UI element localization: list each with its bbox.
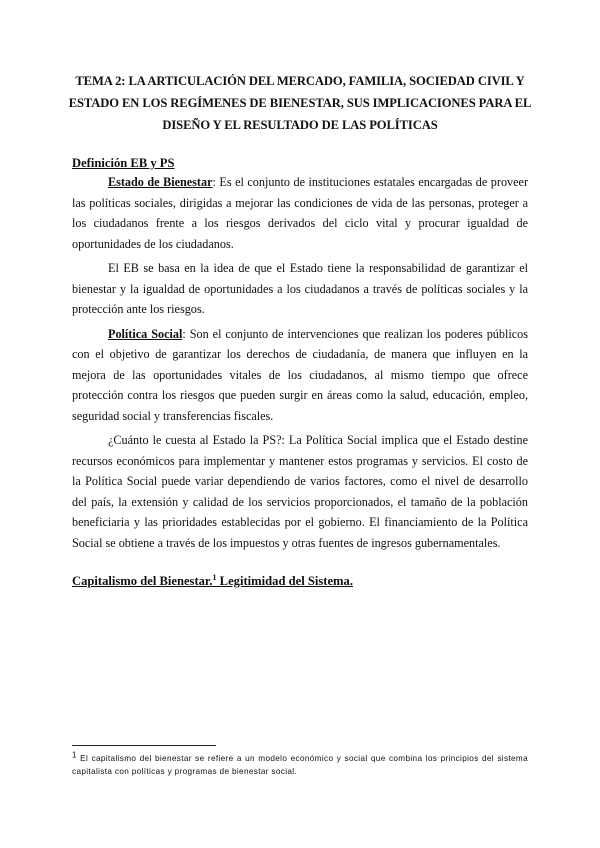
footnote-marker: 1 (72, 750, 77, 760)
document-title: TEMA 2: LA ARTICULACIÓN DEL MERCADO, FAMILIA, SOCIEDAD CIVIL Y ESTADO EN LOS REGÍMENES DE BIENESTAR, SUS IMPLICACIONES PARA EL DISEÑO Y EL RESULTADO DE LAS POLÍTICAS (68, 74, 532, 132)
paragraph-text: El EB se basa en la idea de que el Estado tiene la responsabilidad de garantizar el bienestar y la igualdad de oportunidades a los ciudadanos a través de políticas sociales y la protección ante los riesgos. (72, 261, 528, 316)
paragraph-text: : Son el conjunto de intervenciones que realizan los poderes públicos con el objetivo de garantizar los derechos de ciudadanía, de manera que influyen en la mejora de las oportunidades vitales de los ciudadanos, al mismo tiempo que ofrece protección contra los riesgos que pueden surgir en áreas como la salud, educación, empleo, seguridad social y transferencias fiscales. (72, 326, 528, 423)
paragraph-politica-social (72, 324, 528, 427)
footnote-text: El capitalismo del bienestar se refiere a un modelo económico y social que combina los principios del sistema capitalista con políticas y programas de bienestar social. (72, 754, 528, 776)
section-heading-capitalismo (72, 574, 353, 589)
paragraph-text: ¿Cuánto le cuesta al Estado la PS?: La Política Social implica que el Estado destine recursos económicos para implementar y mantener estos programas y servicios. El costo de la Política Social puede variar dependiendo de varios factores, como el nivel de desarrollo del país, la extensión y calidad de los servicios proporcionados, el tamaño de la población beneficiaria y las prioridades establecidas por el gobierno. El financiamiento de la Política Social se obtiene a través de los impuestos y otras fuentes de ingresos gubernamentales. (72, 433, 528, 550)
paragraph-costo-ps (72, 430, 528, 553)
footnote-reference[interactable]: 1 (212, 572, 217, 582)
paragraph-estado-bienestar (72, 172, 528, 254)
section-heading-definicion: Definición EB y PS (72, 156, 175, 170)
term-estado-bienestar: Estado de Bienestar (108, 175, 213, 189)
heading-part: Capitalismo del Bienestar. (72, 574, 213, 588)
footnote (72, 752, 528, 778)
section-body-definicion (72, 172, 528, 553)
footnote-separator (72, 745, 216, 746)
term-politica-social: Política Social (108, 326, 183, 341)
heading-part: Legitimidad del Sistema. (216, 574, 353, 588)
paragraph-eb-idea (72, 258, 528, 320)
paragraph-text: : Es el conjunto de instituciones estatales encargadas de proveer las políticas sociales, dirigidas a mejorar las condiciones de vida de las personas, proteger a los ciudadanos frente a los riesgos derivados del ciclo vital y procurar igualdad de oportunidades de los ciudadanos. (72, 175, 529, 251)
